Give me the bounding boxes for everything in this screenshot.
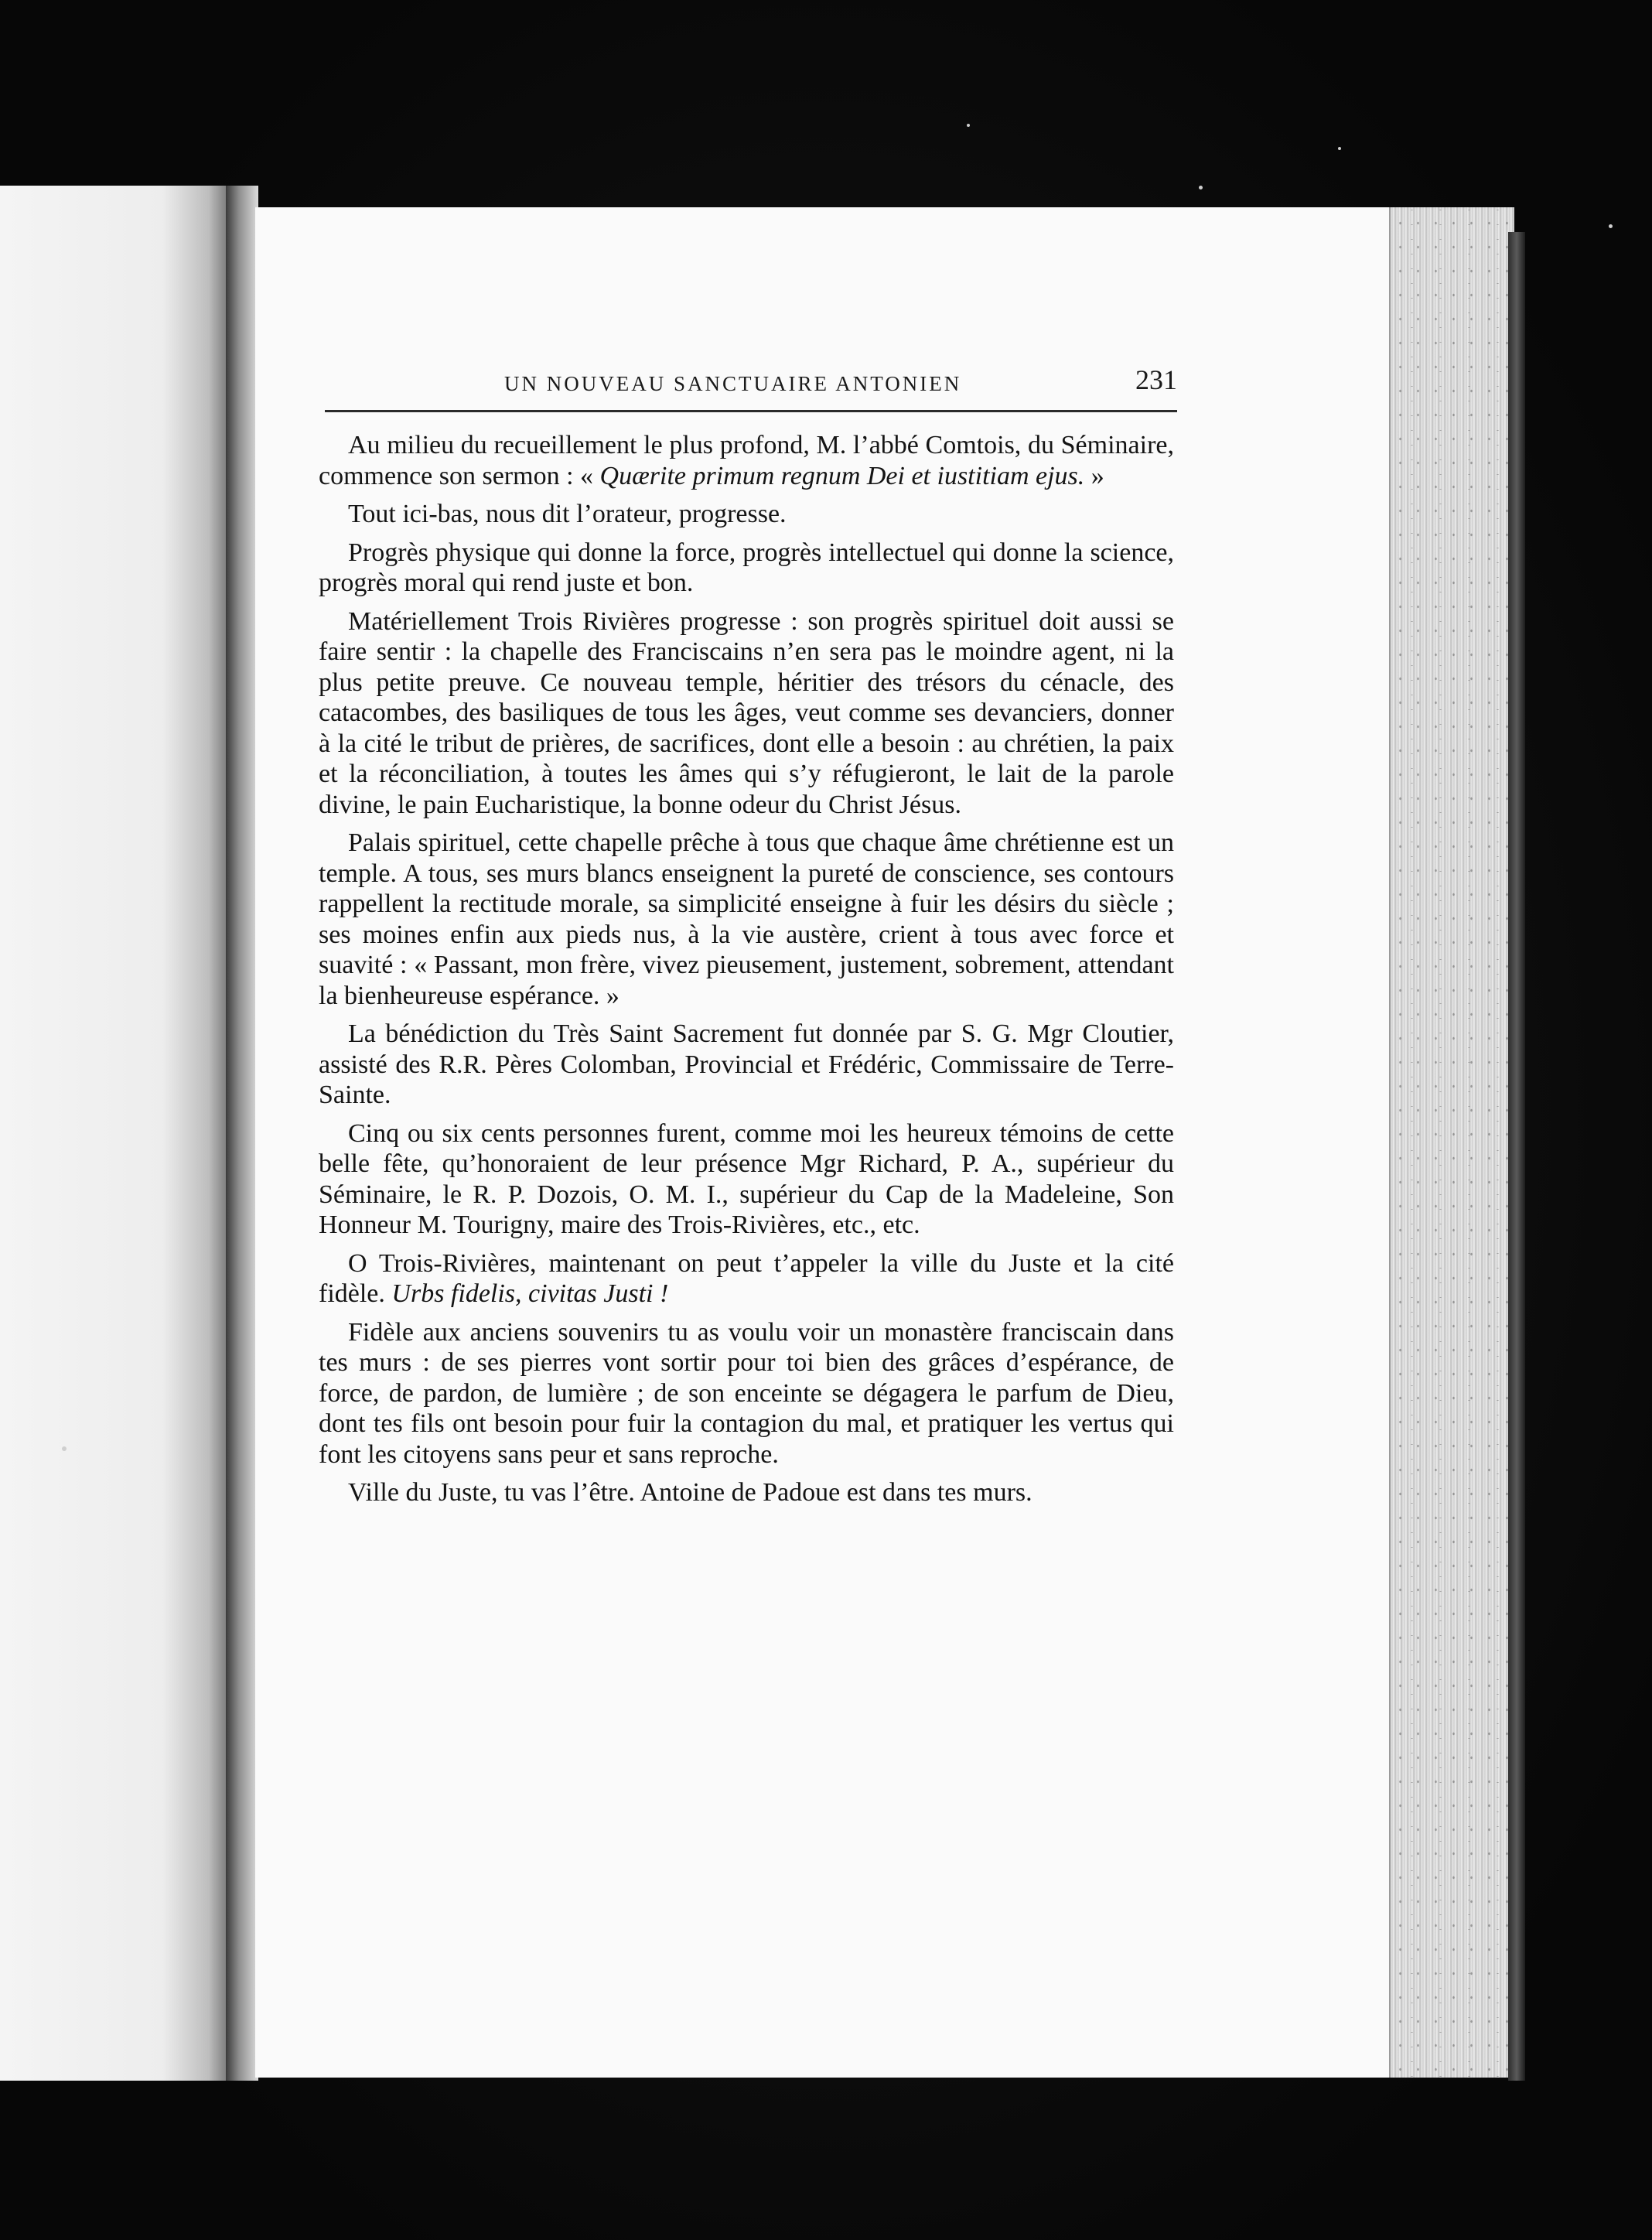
paragraph: Progrès physique qui donne la force, progrès intellectuel qui donne la science, progrès moral qui rend juste et bon. [319,538,1174,597]
book-gutter [226,186,258,2081]
film-dust [1338,147,1341,150]
latin-quote: Quærite primum regnum Dei et iustitiam ejus. [599,461,1085,490]
paragraph: Ville du Juste, tu vas l’être. Antoine de Padoue est dans tes murs. [348,1478,1032,1507]
paragraph: Tout ici-bas, nous dit l’orateur, progresse. [348,500,787,528]
paragraph: Fidèle aux anciens souvenirs tu as voulu voir un monastère franciscain dans tes murs : de ses pierres vont sortir pour toi bien des grâces d’espérance, de force, de pardon, de lumière ; de son enceinte se dégagera le parfum de Dieu, dont tes fils ont besoin pour fuir la contagion du mal, et pratiquer les vertus qui font les citoyens sans peur et sans reproche. [319,1317,1174,1469]
film-dust [62,1446,67,1451]
paragraph: La bénédiction du Très Saint Sacrement fut donnée par S. G. Mgr Cloutier, assisté des R.R. Pères Colomban, Provincial et Frédéric, Commissaire de Terre-Sainte. [319,1019,1174,1109]
film-dust [967,124,970,127]
page-number: 231 [1135,364,1177,395]
book-cover-edge [1508,232,1525,2081]
header-rule [325,410,1177,412]
body-text [319,430,1174,1516]
film-dust [1199,186,1203,190]
paragraph: Au milieu du recueillement le plus profond, M. l’abbé Comtois, du Séminaire, commence son sermon : « Quærite primum regnum Dei et iustitiam ejus. » [319,431,1174,490]
left-page [0,186,232,2081]
film-dust [1609,224,1613,228]
page-edge-speckle [1389,207,1513,2078]
running-head-title: UN NOUVEAU SANCTUAIRE ANTONIEN [504,372,962,395]
paragraph: Palais spirituel, cette chapelle prêche à tous que chaque âme chrétienne est un temple. A tous, ses murs blancs enseignent la pureté de conscience, ses contours rappellent la rectitude morale, sa simplicité enseigne à fuir les désirs du siècle ; ses moines enfin aux pieds nus, à la vie austère, crient à tous avec force et suavité : « Passant, mon frère, vivez pieusement, justement, sobrement, attendant la bienheureuse espérance. » [319,828,1174,1010]
running-head [325,357,1176,396]
latin-motto: Urbs fidelis, civitas Justi ! [391,1279,669,1308]
paragraph: Cinq ou six cents personnes furent, comme moi les heureux témoins de cette belle fête, qu’honoraient de leur présence Mgr Richard, P. A., supérieur du Séminaire, le R. P. Dozois, O. M. I., supérieur du Cap de la Madeleine, Son Honneur M. Tourigny, maire des Trois-Rivières, etc., etc. [319,1118,1174,1239]
paragraph: Matériellement Trois Rivières progresse : son progrès spirituel doit aussi se faire sentir : la chapelle des Franciscains n’en sera pas le moindre agent, ni la plus petite preuve. Ce nouveau temple, héritier des trésors du cénacle, des catacombes, des basiliques de tous les âges, veut comme ses devanciers, donner à la cité le tribut de prières, de sacrifices, dont elle a besoin : au chrétien, la paix et la réconciliation, à toutes les âmes qui s’y réfugieront, le lait de la parole divine, le pain Eucharistique, la bonne odeur du Christ Jésus. [319,606,1174,819]
paragraph: O Trois-Rivières, maintenant on peut t’appeler la ville du Juste et la cité fidèle. Urbs fidelis, civitas Justi ! [319,1248,1174,1308]
